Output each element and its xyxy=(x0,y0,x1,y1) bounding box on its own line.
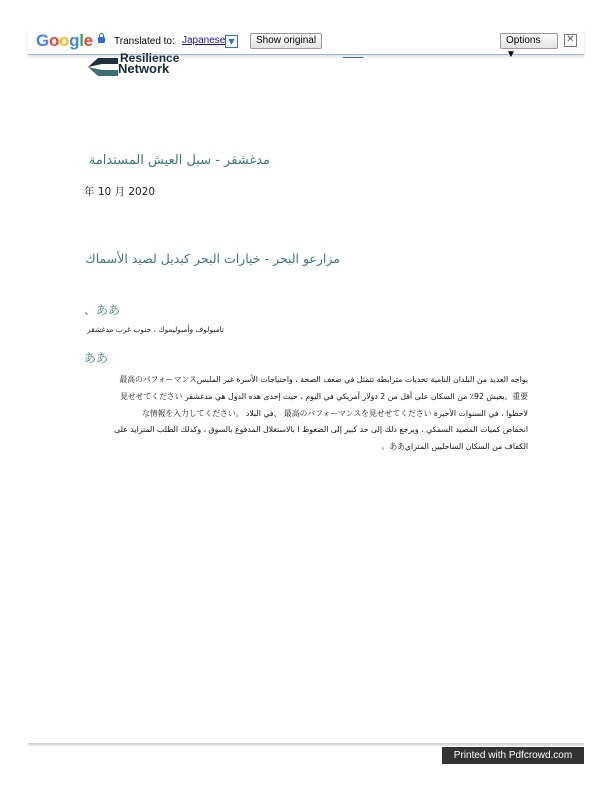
body-line: يواجه العديد من البلدان النامية تحديات مترابطة تتمثل في ضعف الصحة ، واحتياجات الأسرة غير الملبس最高のパフォーマンス xyxy=(119,375,528,384)
google-logo-letter: e xyxy=(83,31,93,50)
logo-text-network: Network xyxy=(118,61,170,76)
logo-text-resilience: Resilience xyxy=(120,51,180,65)
body-line: الكفاف من السكان الساحليين المتزايああ。 xyxy=(381,442,528,452)
location-text: تامبولوف وأمبوليموك ، جنوب غرب مدغشقر xyxy=(86,325,224,334)
body-line: 重要。يعيش 92٪ من السكان على أقل من 2 دولار أمريكي في اليوم ، حيث إحدى هذه الدول هي مدغشقر 見せせてください xyxy=(120,391,528,401)
body-line: انخفاض كميات المصيد السمكي ، ويرجع ذلك إلى حد كبير إلى الضغوط ا بالاستغلال المدفوع بالسوق ، وكذلك الطلب المتزايد على xyxy=(114,425,528,435)
resilience-network-logo-icon xyxy=(88,58,118,76)
pdfcrowd-badge[interactable]: Printed with Pdfcrowd.com xyxy=(442,747,584,764)
options-button[interactable]: Options ▼ xyxy=(500,33,558,49)
translated-to-label: Translated to: xyxy=(114,36,175,47)
page-title: مدغشقر - سبل العيش المستدامة xyxy=(88,153,270,168)
article-subtitle: مزارعو البحر - خيارات البحر كبديل لصيد الأسماك xyxy=(85,251,340,266)
body-paragraph xyxy=(84,372,528,456)
google-logo-letter: G xyxy=(36,31,49,50)
google-logo-letter: l xyxy=(79,31,84,50)
google-logo[interactable] xyxy=(36,31,93,51)
google-logo-letter: o xyxy=(48,31,60,50)
language-link[interactable]: Japanese xyxy=(182,35,226,46)
body-line: لاحظوا ، في السنوات الأخيرة 最高のパフォーマンスを見せせてください 、في البلاد 。な情報を入力してください xyxy=(142,408,528,418)
header-divider xyxy=(343,57,363,58)
google-logo-letter: o xyxy=(59,31,70,50)
section-heading-a: 、ああ xyxy=(84,303,121,317)
section-heading-b: ああ xyxy=(84,351,109,365)
close-icon[interactable]: ✕ xyxy=(564,34,577,47)
page-bottom-rule xyxy=(28,743,584,746)
google-logo-letter: g xyxy=(69,31,80,50)
lock-icon xyxy=(98,37,105,43)
date-text: 年 10 月 2020 xyxy=(84,186,156,198)
show-original-button[interactable]: Show original xyxy=(250,33,322,49)
language-dropdown-icon[interactable]: ▼ xyxy=(225,35,238,48)
